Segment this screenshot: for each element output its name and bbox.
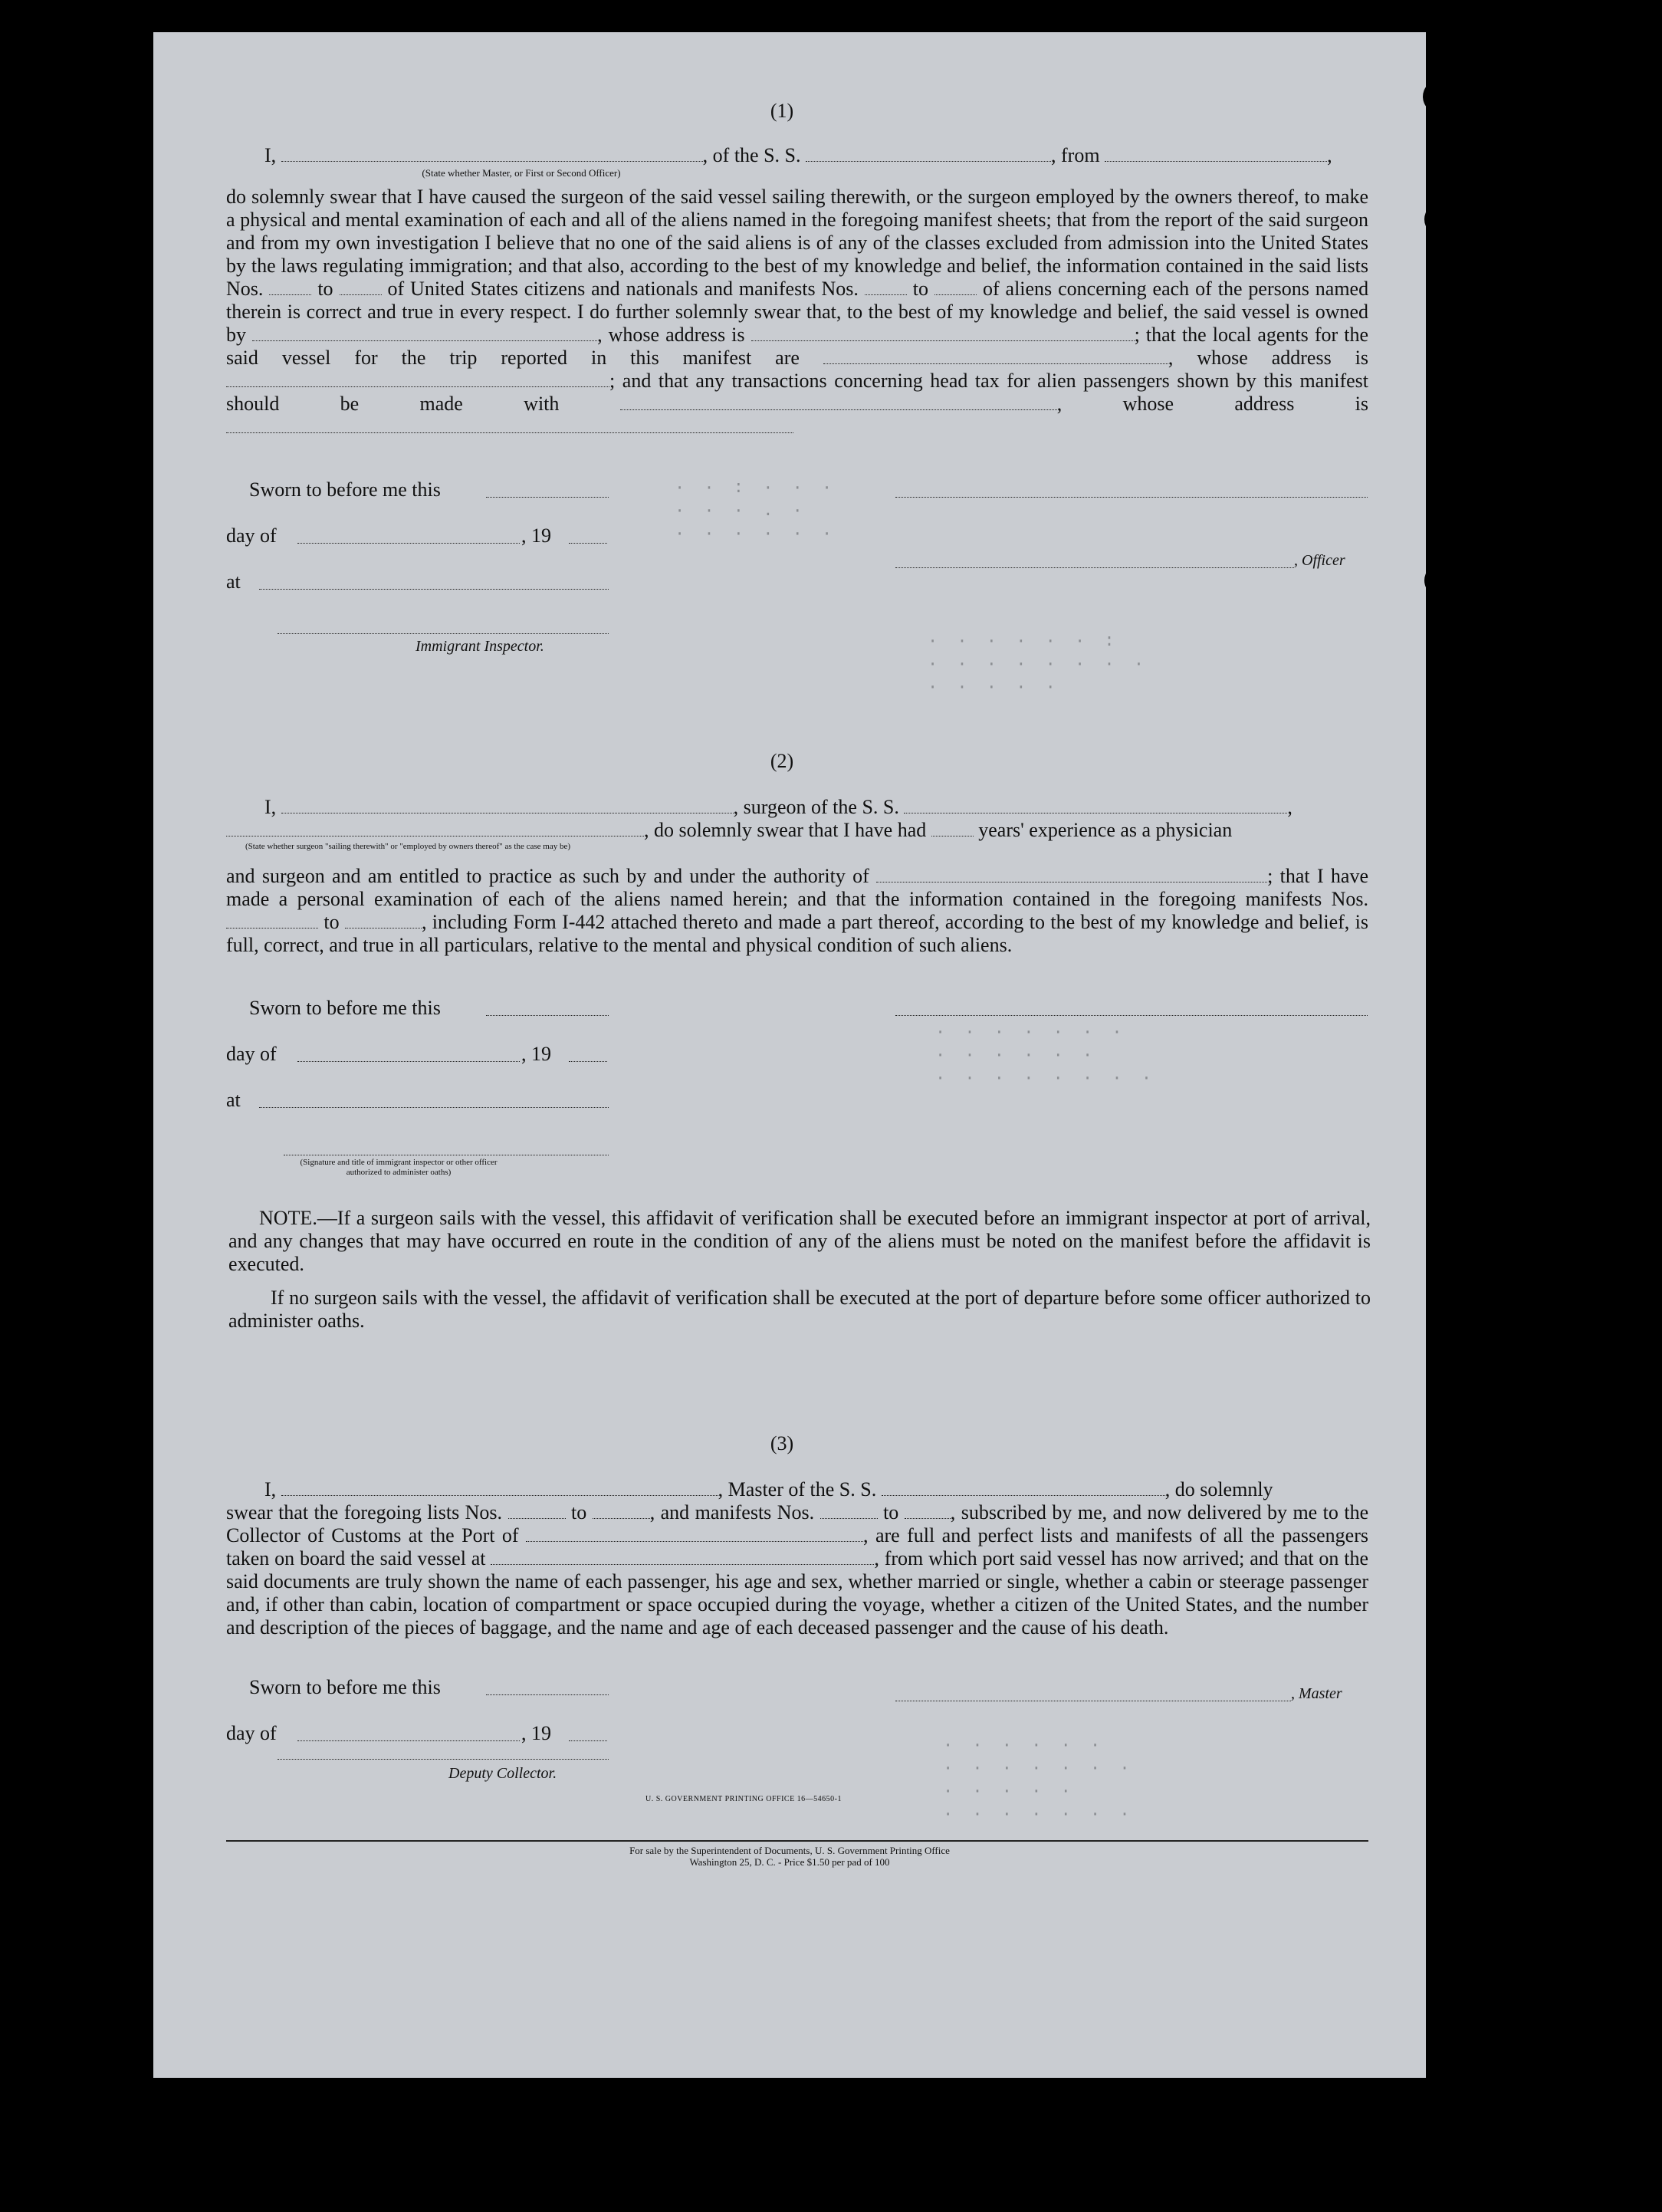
agents-address-field[interactable] — [226, 370, 609, 387]
master-vessel-field[interactable] — [882, 1478, 1165, 1496]
year-label-1: , 19 — [521, 524, 551, 547]
sworn-label-1: Sworn to before me this — [249, 478, 441, 501]
punch-hole — [1450, 1578, 1484, 1612]
punch-hole — [1434, 1500, 1467, 1533]
form-sheet — [153, 32, 1426, 2078]
master-label: , Master — [1291, 1685, 1342, 1702]
section-1-number: (1) — [770, 100, 794, 122]
punch-hole — [1424, 564, 1458, 597]
surgeon-caption: (State whether surgeon "sailing therewith" or "employed by owners thereof" as the case may be) — [245, 842, 571, 851]
master-manifests-to-field[interactable] — [905, 1501, 951, 1519]
master-name-field[interactable] — [281, 1478, 718, 1496]
master-lists-to-field[interactable] — [593, 1501, 650, 1519]
note-paragraph-2: If no surgeon sails with the vessel, the affidavit of verification shall be executed at the port of departure before some officer authorized to administer oaths. — [228, 1287, 1371, 1332]
local-agents-field[interactable] — [823, 347, 1168, 364]
gpo-imprint: U. S. GOVERNMENT PRINTING OFFICE 16—54650-1 — [645, 1795, 842, 1803]
surgeon-manifests-to-field[interactable] — [345, 911, 422, 929]
edge-mark — [1435, 1118, 1455, 1123]
sworn-date-field-1[interactable] — [486, 497, 609, 498]
year-label-2: , 19 — [521, 1043, 551, 1065]
deputy-collector-label: Deputy Collector. — [448, 1765, 557, 1782]
section-2-first-line: I, , surgeon of the S. S. , — [264, 796, 1292, 818]
punch-hole — [1426, 692, 1460, 725]
at-label-2: at — [226, 1089, 241, 1111]
section-3-number: (3) — [770, 1432, 794, 1454]
surgeon-manifests-from-field[interactable] — [226, 911, 318, 929]
sworn-date-field-2[interactable] — [486, 1015, 609, 1016]
manifests-from-field[interactable] — [865, 278, 907, 295]
from-port-field[interactable] — [1105, 144, 1327, 162]
bleed-through-text: · · · · · · · · · · · · · · · · · · · · · — [935, 1023, 1157, 1088]
lists-to-field[interactable] — [340, 278, 382, 295]
immigrant-inspector-label: Immigrant Inspector. — [416, 638, 544, 655]
sworn-label-2: Sworn to before me this — [249, 997, 441, 1019]
year-field-1[interactable] — [569, 543, 607, 544]
punch-hole — [1424, 202, 1458, 236]
surgeon-vessel-field[interactable] — [904, 796, 1287, 813]
embarkation-port-field[interactable] — [491, 1547, 874, 1565]
day-of-label-3: day of — [226, 1722, 277, 1744]
day-of-label-2: day of — [226, 1043, 277, 1065]
master-lists-from-field[interactable] — [508, 1501, 566, 1519]
vessel-name-field[interactable] — [806, 144, 1051, 162]
officer-caption: (State whether Master, or First or Second Officer) — [422, 167, 621, 179]
punch-hole — [1423, 80, 1457, 113]
lists-from-field[interactable] — [269, 278, 311, 295]
section-2-body: and surgeon and am entitled to practice as such by and under the authority of ; that I have made a personal examination of each of the aliens named herein; and that the information contained in the foregoing manifests Nos. to , including Form I-442 attached thereto and made a part thereof, according to the best of my knowledge and belief, is full, correct, and true in all particulars, relative to the mental and physical condition of such aliens. — [226, 865, 1369, 956]
note-paragraph-1: NOTE.—If a surgeon sails with the vessel, this affidavit of verification shall be executed before an immigrant inspector at port of arrival, and any changes that may have occurred en route in the condition of any of the aliens must be noted on the manifest before the affidavit is executed. — [228, 1207, 1371, 1275]
owner-field[interactable] — [252, 324, 597, 341]
section-2-number: (2) — [770, 750, 794, 772]
authority-field[interactable] — [876, 865, 1267, 882]
punch-hole — [1430, 1377, 1464, 1411]
bleed-through-text: · · · · · · · · · · · · · · · · · · · · · · · · · — [943, 1736, 1135, 1824]
at-field-1[interactable] — [259, 589, 609, 590]
manifests-to-field[interactable] — [934, 278, 977, 295]
years-experience-field[interactable] — [931, 819, 974, 836]
surgeon-status-field[interactable] — [226, 819, 644, 836]
section-1-body: do solemnly swear that I have caused the surgeon of the said vessel sailing therewith, or the surgeon employed by the owners thereof, to make a physical and mental examination of each and all of the aliens named in the foregoing manifest sheets; that from the report of the said surgeon and from my own investigation I believe that no one of the said aliens is of any of the classes excluded from admission into the United States by the laws regulating immigration; and that also, according to the best of my knowledge and belief, the information contained in the said lists Nos. to of United States citizens and nationals and manifests Nos. to of aliens concerning each of the persons named therein is correct and true in every respect. I do further solemnly swear that, to the best of my knowledge and belief, the said vessel is owned by , whose address is ; that the local agents for the said vessel for the trip reported in this manifest are , whose address is ; and that any transactions concerning head tax for alien passengers shown by this manifest should be made with , whose address is — [226, 186, 1368, 439]
surgeon-name-field[interactable] — [281, 796, 734, 813]
year-field-2[interactable] — [569, 1061, 607, 1062]
at-field-2[interactable] — [259, 1107, 609, 1108]
officer-name-field[interactable] — [281, 144, 703, 162]
at-label-1: at — [226, 570, 241, 593]
port-of-arrival-field[interactable] — [526, 1524, 863, 1542]
punch-hole — [1435, 1983, 1469, 2016]
sworn-date-field-3[interactable] — [486, 1694, 609, 1695]
bleed-through-text: · · : · · · · · · . · · · · · · · — [675, 478, 837, 544]
punch-hole — [1449, 491, 1483, 524]
day-of-field-2[interactable] — [297, 1061, 520, 1062]
year-label-3: , 19 — [521, 1722, 551, 1744]
officer-label: , Officer — [1294, 552, 1345, 569]
section-3-first-line: I, , Master of the S. S. , do solemnly — [264, 1478, 1273, 1500]
officer-signature-field[interactable] — [895, 497, 1368, 498]
surgeon-signature-field[interactable] — [895, 1015, 1368, 1016]
inspector-signature-field[interactable] — [278, 633, 609, 634]
edge-mark — [1441, 646, 1461, 652]
bleed-through-text: · · · · · · : · · · · · · · · · · · · · — [928, 632, 1149, 697]
year-field-3[interactable] — [569, 1740, 607, 1741]
owner-address-field[interactable] — [751, 324, 1135, 341]
deputy-collector-signature-field[interactable] — [278, 1759, 609, 1760]
section-3-body: swear that the foregoing lists Nos. to , and manifests Nos. to , subscribed by me, and now delivered by me to the Collector of Customs at the Port of , are full and perfect lists and manifests of all the passengers taken on board the said vessel at , from which port said vessel has now arrived; and that on the said documents are truly shown the name of each passenger, his age and sex, whether married or single, whether a cabin or steerage passenger and, if other than cabin, location of compartment or space occupied during the voyage, whether a citizen of the United States, and the number and description of the pieces of baggage, and the name and age of each deceased passenger and the cause of his death. — [226, 1501, 1369, 1638]
section-1-first-line: I, , of the S. S. , from , — [264, 144, 1332, 166]
authorized-officer-caption: (Signature and title of immigrant inspector or other officer authorized to administer oaths) — [300, 1158, 498, 1177]
punch-hole — [1437, 1859, 1470, 1892]
officer-title-field[interactable] — [895, 567, 1294, 568]
sworn-label-3: Sworn to before me this — [249, 1676, 441, 1698]
sale-notice-line-1: For sale by the Superintendent of Documents, U. S. Government Printing Office — [629, 1845, 950, 1856]
sale-notice-line-2: Washington 25, D. C. - Price $1.50 per pad of 100 — [689, 1856, 890, 1868]
master-manifests-from-field[interactable] — [820, 1501, 878, 1519]
footer-rule — [226, 1840, 1368, 1842]
head-tax-address-field[interactable] — [226, 416, 793, 433]
day-of-field-1[interactable] — [297, 543, 520, 544]
day-of-label-1: day of — [226, 524, 277, 547]
head-tax-agent-field[interactable] — [620, 393, 1057, 410]
section-2-second-line: , do solemnly swear that I have had years' experience as a physician — [226, 819, 1376, 842]
day-of-field-3[interactable] — [297, 1740, 520, 1741]
